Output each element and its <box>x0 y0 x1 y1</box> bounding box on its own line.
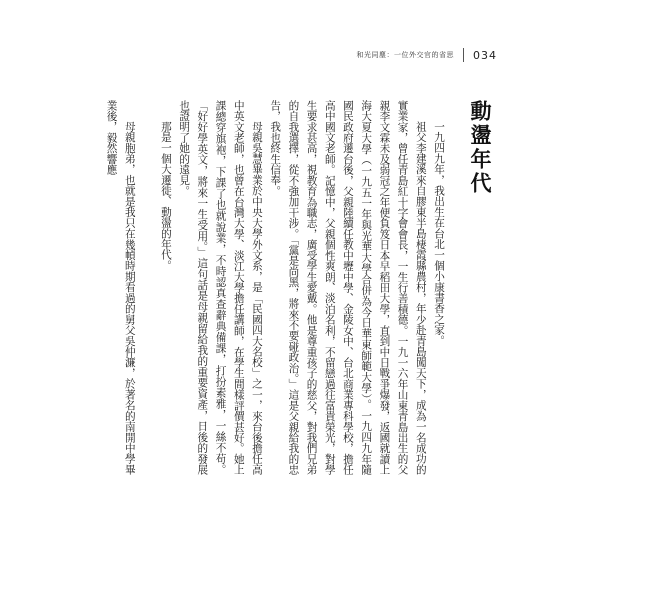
paragraph-uncle: 母親胞弟，也就是我只在幾幀時期看過的舅父吳仲濂，於著名的南開中學畢業後，毅然響應 <box>105 100 136 475</box>
paragraph-mother: 母親吳慧畢業於中央大學外文系，是「民國四大名校」之一，來台後擔任高中英文老師，也曾在台灣大學、淡江大學擔任講師，在學生間樣評價甚好。她上課總穿旗袍，下課了也就說業，不時認真查辭典備課，打扮素雅，一絲不苟。「好好學英文，將來一生受用。」這句話是母親留給我的重要資產，日後的發展也證明了她的遠見。 <box>178 100 263 475</box>
paragraph-father: 祖父李建溪來自膠東半島棲霞縣農村，年少赴青島闖天下，成為一名成功的實業家，曾任青島紅十字會會長，一生行善積德。一九一六年山東青島出生的父親李文霖未及弱冠之年便負笈日本早稻田大學，直到中日戰爭爆發，返國就讀上海大夏大學（一九五一年與光華大學合併為今日華東師範大學）。一九四九年隨國民政府遷台後，父親陸續任教中壢中學、金陵女中、台北商業專科學校，擔任高中國文老師。記憶中，父親個性爽朗、淡泊名利，不留戀過往富貴榮光，對學生要求甚高，視教育為職志，廣受學生愛戴。他是尊重孩子的慈父，對我們兄弟的自我選擇，從不強加干涉。「黨是尚黑，將來不要碰政治。」這是父親給我的忠告，我也終生信奉。 <box>269 100 427 475</box>
chapter-title: 動盪年代 <box>468 100 492 196</box>
running-header <box>357 45 498 65</box>
book-title: 和光同塵：一位外交官的省思 <box>356 51 454 59</box>
header-divider <box>463 48 464 62</box>
vertical-body-text <box>102 100 492 475</box>
page-number: 034 <box>473 48 497 62</box>
paragraph-era: 那是一個大遷徙、動盪的年代。 <box>159 121 172 271</box>
paragraph-birth: 一九四九年，我出生在台北一個小康書香之家。 <box>433 121 445 346</box>
